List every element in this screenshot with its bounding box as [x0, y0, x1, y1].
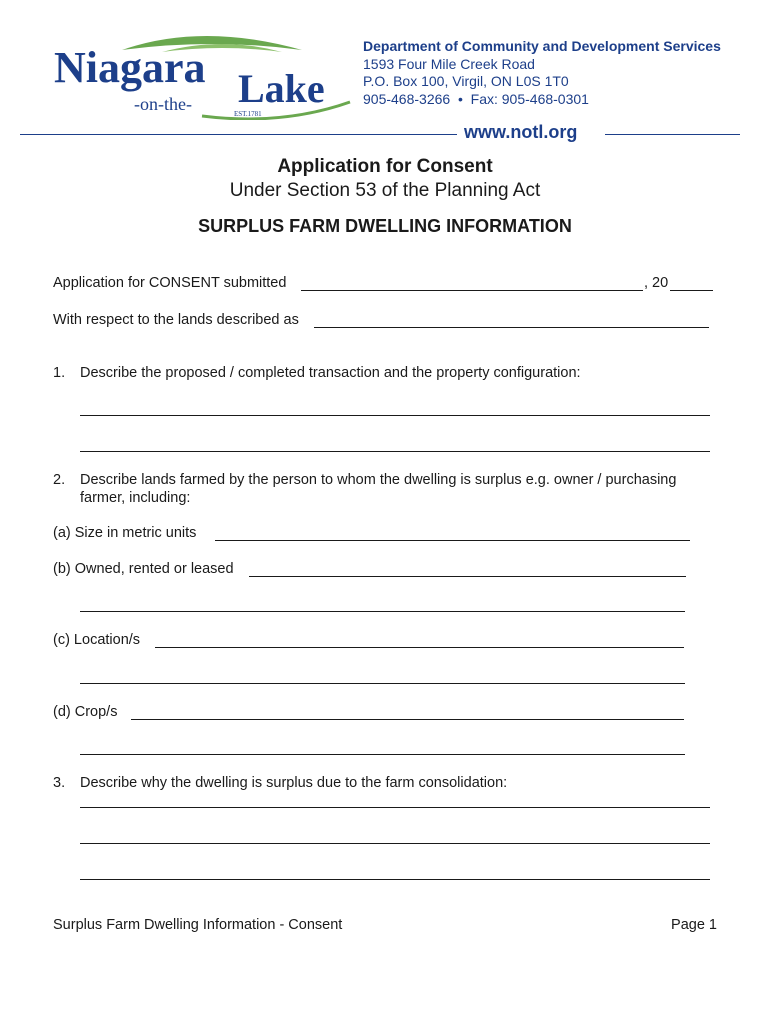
header-rule-left	[20, 134, 457, 135]
q1-number: 1.	[53, 365, 66, 381]
department-name: Department of Community and Development Services	[363, 38, 721, 54]
q3-answer-line-2[interactable]	[80, 843, 710, 844]
lands-field[interactable]	[314, 327, 709, 328]
logo-word-lake: Lake	[238, 66, 325, 111]
lands-label: With respect to the lands described as	[53, 312, 299, 328]
website-row	[20, 122, 740, 144]
logo-tagline: -on-the-	[134, 94, 192, 114]
q2c-field[interactable]	[155, 647, 684, 648]
q2d-label: (d) Crop/s	[53, 704, 118, 720]
q2b-field-line-2[interactable]	[80, 611, 685, 612]
header-rule-right	[605, 134, 740, 135]
address-line-1: 1593 Four Mile Creek Road	[363, 55, 535, 72]
q3-answer-line-3[interactable]	[80, 879, 710, 880]
submitted-label: Application for CONSENT submitted	[53, 275, 287, 291]
footer-doc-title: Surplus Farm Dwelling Information - Consent	[53, 917, 343, 933]
q2-text-line-2: farmer, including:	[80, 490, 191, 506]
q3-text: Describe why the dwelling is surplus due to the farm consolidation:	[80, 775, 508, 791]
q2d-field[interactable]	[131, 719, 684, 720]
department-block	[363, 38, 721, 108]
footer-page-number: Page 1	[671, 917, 717, 933]
niagara-on-the-lake-logo	[52, 30, 352, 120]
logo-word-niagara: Niagara	[54, 43, 206, 92]
website-link[interactable]: www.notl.org	[464, 122, 578, 142]
q2a-field[interactable]	[215, 540, 690, 541]
q2d-field-line-2[interactable]	[80, 754, 685, 755]
q2b-label: (b) Owned, rented or leased	[53, 561, 234, 577]
logo-graphic	[52, 30, 352, 120]
year-field[interactable]	[670, 290, 713, 291]
q2c-label: (c) Location/s	[53, 632, 141, 648]
q2a-label: (a) Size in metric units	[53, 525, 197, 541]
year-label: , 20	[644, 275, 669, 291]
q1-answer-line-2[interactable]	[80, 451, 710, 452]
q2-number: 2.	[53, 472, 66, 488]
q2b-field[interactable]	[249, 576, 686, 577]
q1-text: Describe the proposed / completed transaction and the property configuration:	[80, 365, 581, 381]
q2c-field-line-2[interactable]	[80, 683, 685, 684]
q1-answer-line-1[interactable]	[80, 415, 710, 416]
q3-answer-line-1[interactable]	[80, 807, 710, 808]
submitted-field[interactable]	[301, 290, 643, 291]
address-line-2: P.O. Box 100, Virgil, ON L0S 1T0	[363, 73, 569, 89]
section-title: SURPLUS FARM DWELLING INFORMATION	[198, 216, 572, 236]
main-title: Application for Consent	[277, 156, 493, 177]
q2-text-line-1: Describe lands farmed by the person to whom the dwelling is surplus e.g. owner / purchasing	[80, 472, 677, 488]
subtitle: Under Section 53 of the Planning Act	[229, 180, 541, 201]
q3-number: 3.	[53, 775, 66, 791]
logo-est: EST.1781	[234, 110, 262, 118]
phone-fax: 905-468-3266 • Fax: 905-468-0301	[363, 90, 589, 107]
